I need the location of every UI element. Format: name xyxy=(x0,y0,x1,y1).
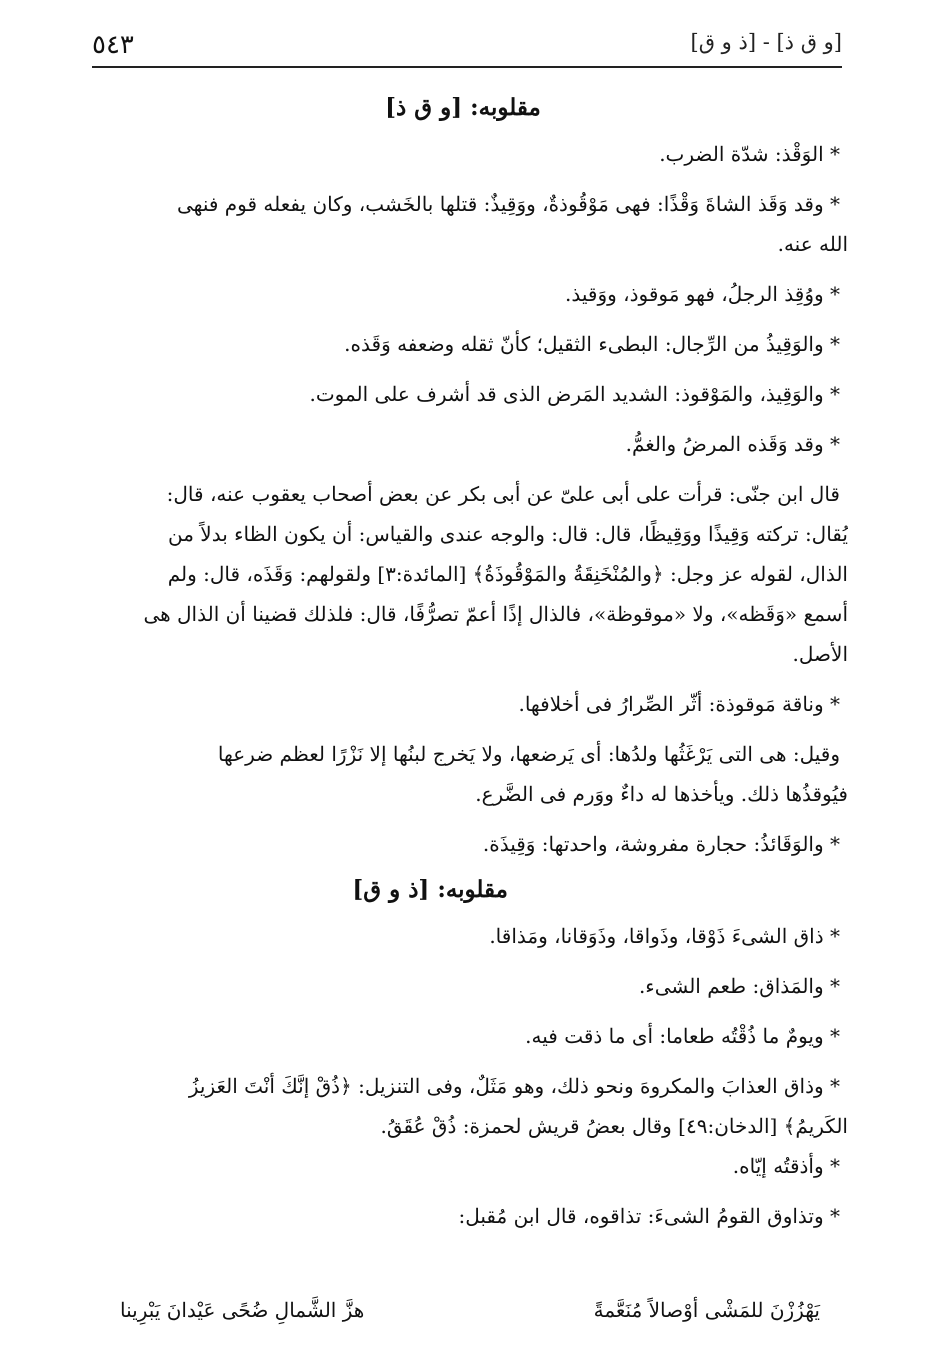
entry-line: الكَريمُ﴾ [الدخان:٤٩] وقال بعضُ قريش لحمزة: ذُقْ عُقَقُ. xyxy=(380,1114,848,1138)
running-head: [و ق ذ] - [ذ و ق] xyxy=(690,30,842,54)
entry-line: * وقد وَقَذه المرضُ والغمُّ. xyxy=(625,432,840,456)
section-heading-wqdh: مقلوبه: [و ق ذ] xyxy=(385,94,541,121)
entry-line: * وأذقتُه إيّاه. xyxy=(732,1154,840,1178)
entry-line: فيُوقذُها ذلك. ويأخذها له داءٌ ووَرم فى الضَّرع. xyxy=(475,782,848,806)
header-rule xyxy=(92,66,842,68)
entry-line: * وتذاوق القومُ الشىءَ: تذاقوه، قال ابن مُقبل: xyxy=(458,1204,840,1228)
verse-first-hemistich: يَهْزُزْنَ للمَشْى أوْصالاً مُنَعَّمةً xyxy=(593,1298,820,1322)
quote-line: يُقال: تركته وَقِيذًا ووَقِيظًا، قال: قال: والوجه عندى والقياس: أن يكون الظاء بدلاً من xyxy=(168,522,848,546)
page-number: ٥٤٣ xyxy=(92,30,134,60)
entry-line: * وناقة مَوقوذة: أثّر الصِّرارُ فى أخلافها. xyxy=(518,692,840,716)
verse-second-hemistich: هزَّ الشَّمالِ ضُحًى عَيْدانَ يَبْرِينا xyxy=(120,1298,365,1322)
poetry-verse xyxy=(120,1290,820,1330)
entry-line: * وذاق العذابَ والمكروهَ ونحو ذلك، وهو مَثَلٌ، وفى التنزيل: ﴿ذُقْ إنَّكَ أنْتَ العَزيزُ xyxy=(188,1074,840,1098)
entry-line: * والوَقَائذُ: حجارة مفروشة، واحدتها: وَقِيذَة. xyxy=(482,832,840,856)
entry-line: الله عنه. xyxy=(777,232,848,256)
entry-line: * ويومٌ ما ذُقْتُه طعاما: أى ما ذقت فيه. xyxy=(525,1024,840,1048)
entry-line: * والوَقِيذ، والمَوْقوذ: الشديد المَرض الذى قد أشرف على الموت. xyxy=(309,382,840,406)
entry-line: * والمَذاق: طعم الشىء. xyxy=(638,974,840,998)
quote-line: أسمع «وَقَظه»، ولا «موقوظة»، فالذال إذًا أعمّ تصرُّفًا، قال: فلذلك قضينا أن الذال هى xyxy=(143,602,848,626)
entry-line: * وقد وَقَذ الشاةَ وَقْذًا: فهى مَوْقُوذةٌ، ووَقِيذٌ: قتلها بالخَشب، وكان يفعله قوم فنهى xyxy=(176,192,840,216)
entry-line: * والوَقِيذُ من الرِّجال: البطىء الثقيل؛ كأنّ ثقله وضعفه وَقَذه. xyxy=(344,332,840,356)
quote-line: الأصل. xyxy=(792,642,848,666)
page-header xyxy=(92,20,842,68)
entry-line: * ووُقِذ الرجلُ، فهو مَوقوذ، ووَقيذ. xyxy=(565,282,840,306)
entry-line: * ذاق الشىءَ ذَوْقا، وذَواقا، وذَوَقانا، ومَذاقا. xyxy=(489,924,840,948)
entry-line: وقيل: هى التى يَرْغَثُها ولدُها: أى يَرضعها، ولا يَخرج لبنُها إلا نَزْرًا لعظم ضرعها xyxy=(217,742,840,766)
section-heading-dhwq: مقلوبه: [ذ و ق] xyxy=(352,876,508,903)
entry-line: * الوَقْذ: شدّة الضرب. xyxy=(659,142,840,166)
quote-line: الذال، لقوله عز وجل: ﴿والمُنْخَنِقَةُ والمَوْقُوذَةُ﴾ [المائدة:٣] ولقولهم: وَقَذَه، قال: ولم xyxy=(167,562,848,586)
page-body xyxy=(78,82,848,1236)
quote-line: قال ابن جنّى: قرأت على أبى علىّ عن أبى بكر عن بعض أصحاب يعقوب عنه، قال: xyxy=(166,482,840,506)
